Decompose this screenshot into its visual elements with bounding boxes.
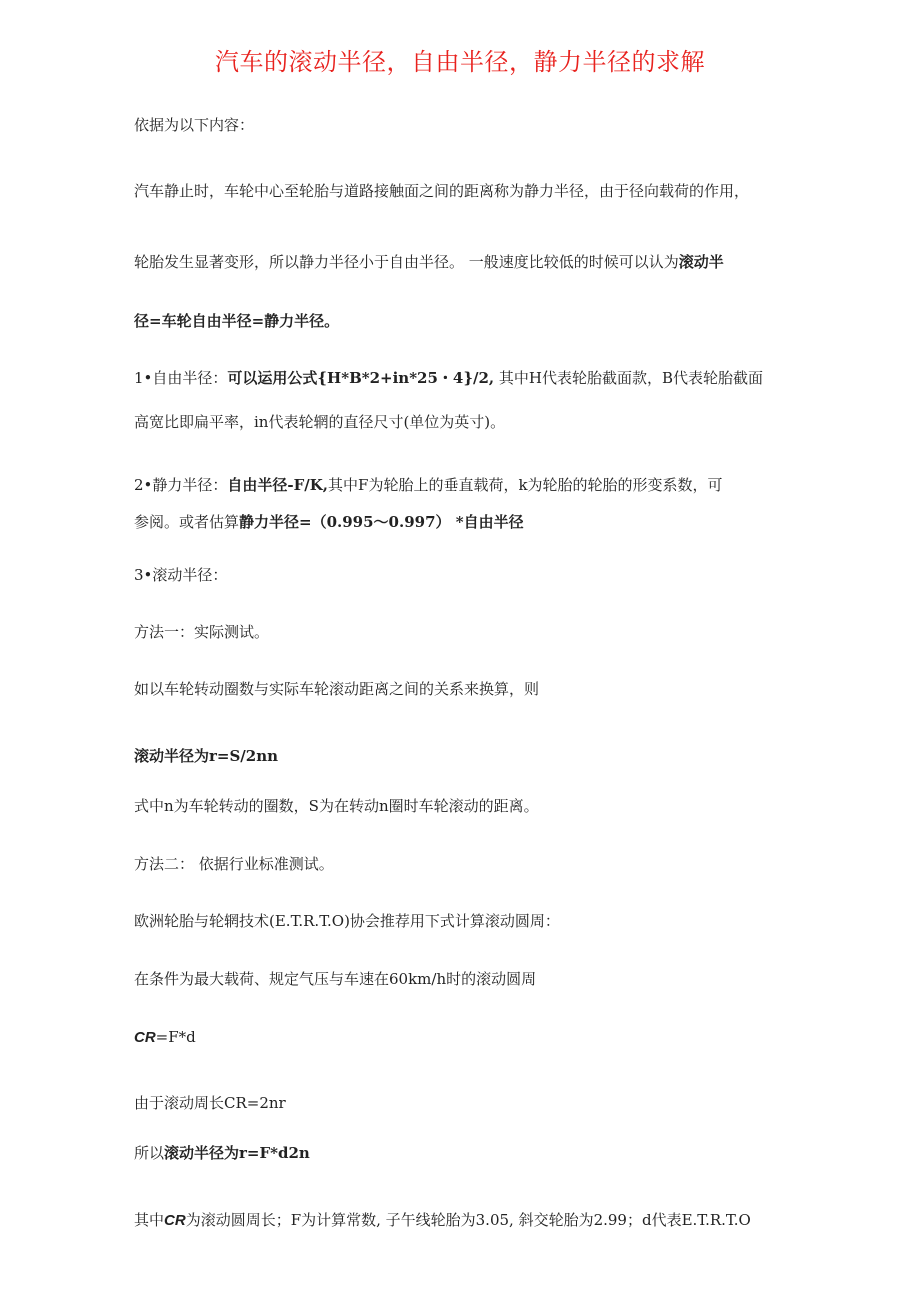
where-clause — [134, 1209, 794, 1232]
item-prefix: 1•自由半径： — [134, 369, 228, 387]
cr-expression: =F*d — [155, 1028, 196, 1046]
item-text: 参阅。或者估算 — [134, 513, 240, 531]
item-static-radius-line2 — [134, 511, 794, 533]
item-prefix: 2•静力半径： — [134, 476, 228, 494]
result-bold: 滚动半径为r=F*d2n — [164, 1144, 310, 1162]
paragraph-static-radius: 汽车静止时，车轮中心至轮胎与道路接触面之间的距离称为静力半径，由于径向载荷的作用， — [134, 182, 750, 200]
formula-rolling-radius: 滚动半径为r=S/2nn — [134, 747, 279, 765]
cr-symbol: CR — [134, 1029, 156, 1046]
cr-formula — [134, 1026, 794, 1049]
intro-paragraph: 依据为以下内容： — [134, 116, 255, 134]
item-rest: 其中F为轮胎上的垂直载荷，k为轮胎的轮胎的形变系数，可 — [328, 476, 723, 494]
method-two: 方法二： 依据行业标准测试。 — [134, 855, 334, 873]
item-free-radius — [134, 367, 794, 389]
cr-relation: 由于滚动周长CR=2nr — [134, 1094, 286, 1112]
method-one: 方法一：实际测试。 — [134, 623, 270, 641]
item-rolling-radius: 3•滚动半径： — [134, 566, 228, 584]
item-formula: 静力半径=（0.995～0.997） *自由半径 — [239, 513, 524, 531]
where-prefix: 其中 — [134, 1211, 165, 1229]
where-rest: 为滚动圆周长；F为计算常数, 子午线轮胎为3.05, 斜交轮胎为2.99；d代表E.T.R.T.O — [185, 1211, 751, 1229]
paragraph-deformation — [134, 251, 794, 273]
method-one-description: 如以车轮转动圈数与实际车轮滚动距离之间的关系来换算，则 — [134, 680, 540, 698]
paragraph-text: 轮胎发生显著变形，所以静力半径小于自由半径。 一般速度比较低的时候可以认为 — [134, 253, 679, 271]
formula-description: 式中n为车轮转动的圈数，S为在转动n圈时车轮滚动的距离。 — [134, 797, 539, 815]
method-two-description: 欧洲轮胎与轮辋技术(E.T.R.T.O)协会推荐用下式计算滚动圆周： — [134, 912, 560, 930]
condition-text: 在条件为最大载荷、规定气压与车速在60km/h时的滚动圆周 — [134, 970, 537, 988]
paragraph-bold: 滚动半 — [678, 253, 724, 271]
item-formula: 自由半径-F/K, — [227, 476, 329, 494]
where-symbol: CR — [164, 1212, 186, 1229]
item-free-radius-line2: 高宽比即扁平率，in代表轮辋的直径尺寸(单位为英寸)。 — [134, 413, 506, 431]
result-formula — [134, 1142, 794, 1164]
item-formula: 可以运用公式{H*B*2+in*25・4}/2, — [227, 369, 495, 387]
result-prefix: 所以 — [134, 1144, 165, 1162]
item-static-radius — [134, 474, 794, 496]
paragraph-equality: 径=车轮自由半径=静力半径。 — [134, 312, 340, 330]
item-rest: 其中H代表轮胎截面款，B代表轮胎截面 — [494, 369, 764, 387]
page-title: 汽车的滚动半径，自由半径，静力半径的求解 — [215, 48, 705, 76]
